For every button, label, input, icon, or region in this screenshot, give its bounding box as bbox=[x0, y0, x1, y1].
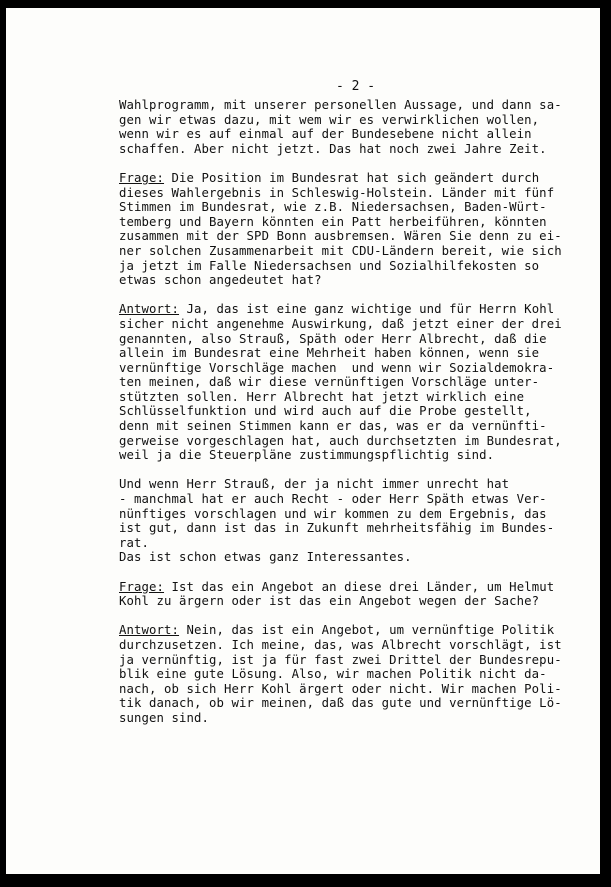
speaker-label: Frage: bbox=[119, 170, 165, 185]
text-line: Kohl zu ärgern oder ist das ein Angebot wegen der Sache? bbox=[119, 594, 540, 609]
paragraph bbox=[119, 580, 579, 609]
text-line: rat. bbox=[119, 535, 150, 550]
line-text: Ist das ein Angebot an diese drei Länder, um Helmut bbox=[164, 579, 555, 594]
paragraph-first-line bbox=[119, 171, 579, 186]
text-line: ist gut, dann ist das in Zukunft mehrheitsfähig im Bundes- bbox=[119, 521, 555, 536]
paragraph bbox=[119, 98, 579, 156]
line-text: Ja, das ist eine ganz wichtige und für Herrn Kohl bbox=[179, 302, 555, 317]
text-line: Und wenn Herr Strauß, der ja nicht immer unrecht hat bbox=[119, 477, 510, 492]
document-page bbox=[6, 8, 600, 874]
text-line: ja jetzt im Falle Niedersachsen und Sozialhilfekosten so bbox=[119, 258, 540, 273]
paragraph bbox=[119, 302, 579, 463]
text-line: nünftiges vorschlagen und wir kommen zu dem Ergebnis, das bbox=[119, 506, 547, 521]
text-line: weil ja die Steuerpläne zustimmungspflichtig sind. bbox=[119, 448, 495, 463]
text-line: schaffen. Aber nicht jetzt. Das hat noch zwei Jahre Zeit. bbox=[119, 141, 547, 156]
text-line: stützten sollen. Herr Albrecht hat jetzt wirklich eine bbox=[119, 389, 525, 404]
text-line: Das ist schon etwas ganz Interessantes. bbox=[119, 550, 412, 565]
speaker-label: Antwort: bbox=[119, 623, 180, 638]
text-line: denn mit seinen Stimmen kann er das, was er da vernünfti- bbox=[119, 419, 547, 434]
text-line: gen wir etwas dazu, mit wem wir es verwirklichen wollen, bbox=[119, 112, 540, 127]
text-line: Stimmen im Bundesrat, wie z.B. Niedersachsen, Baden-Würt- bbox=[119, 200, 547, 215]
text-line: vernünftige Vorschläge machen und wenn wir Sozialdemokra- bbox=[119, 360, 555, 375]
speaker-label: Antwort: bbox=[119, 302, 180, 317]
paragraph-first-line bbox=[119, 302, 579, 317]
line-text: Die Position im Bundesrat hat sich geändert durch bbox=[164, 170, 540, 185]
text-line: - manchmal hat er auch Recht - oder Herr Späth etwas Ver- bbox=[119, 492, 547, 507]
text-line: nach, ob sich Herr Kohl ärgert oder nicht. Wir machen Poli- bbox=[119, 681, 562, 696]
text-line: genannten, also Strauß, Späth oder Herr Albrecht, daß die bbox=[119, 331, 547, 346]
text-line: tik danach, ob wir meinen, daß das gute und vernünftige Lö- bbox=[119, 696, 562, 711]
text-line: temberg und Bayern könnten ein Patt herbeiführen, könnten bbox=[119, 214, 547, 229]
speaker-label: Frage: bbox=[119, 579, 165, 594]
text-line: wenn wir es auf einmal auf der Bundesebene nicht allein bbox=[119, 127, 532, 142]
text-line: ten meinen, daß wir diese vernünftigen Vorschläge unter- bbox=[119, 375, 540, 390]
text-line: Schlüsselfunktion und wird auch auf die Probe gestellt, bbox=[119, 404, 532, 419]
text-line: allein im Bundesrat eine Mehrheit haben können, wenn sie bbox=[119, 346, 540, 361]
text-line: dieses Wahlergebnis in Schleswig-Holstein. Länder mit fünf bbox=[119, 185, 555, 200]
document-body bbox=[119, 98, 579, 740]
text-line: sicher nicht angenehme Auswirkung, daß jetzt einer der drei bbox=[119, 316, 562, 331]
paragraph bbox=[119, 623, 579, 725]
page-number: - 2 - bbox=[336, 79, 376, 94]
text-line: sungen sind. bbox=[119, 710, 210, 725]
paragraph-first-line bbox=[119, 580, 579, 595]
text-line: durchzusetzen. Ich meine, das, was Albrecht vorschlägt, ist bbox=[119, 637, 562, 652]
paragraph bbox=[119, 171, 579, 288]
text-line: ja vernünftig, ist ja für fast zwei Drittel der Bundesrepu- bbox=[119, 652, 562, 667]
text-line: etwas schon angedeutet hat? bbox=[119, 273, 322, 288]
text-line: zusammen mit der SPD Bonn ausbremsen. Wären Sie denn zu ei- bbox=[119, 229, 562, 244]
text-line: ner solchen Zusammenarbeit mit CDU-Ländern bereit, wie sich bbox=[119, 243, 562, 258]
paragraph bbox=[119, 477, 579, 565]
text-line: Wahlprogramm, mit unserer personellen Aussage, und dann sa- bbox=[119, 98, 562, 112]
text-line: blik eine gute Lösung. Also, wir machen Politik nicht da- bbox=[119, 667, 547, 682]
line-text: Nein, das ist ein Angebot, um vernünftige Politik bbox=[179, 623, 555, 638]
text-line: gerweise vorgeschlagen hat, auch durchsetzten im Bundesrat, bbox=[119, 433, 562, 448]
paragraph-first-line bbox=[119, 623, 579, 638]
